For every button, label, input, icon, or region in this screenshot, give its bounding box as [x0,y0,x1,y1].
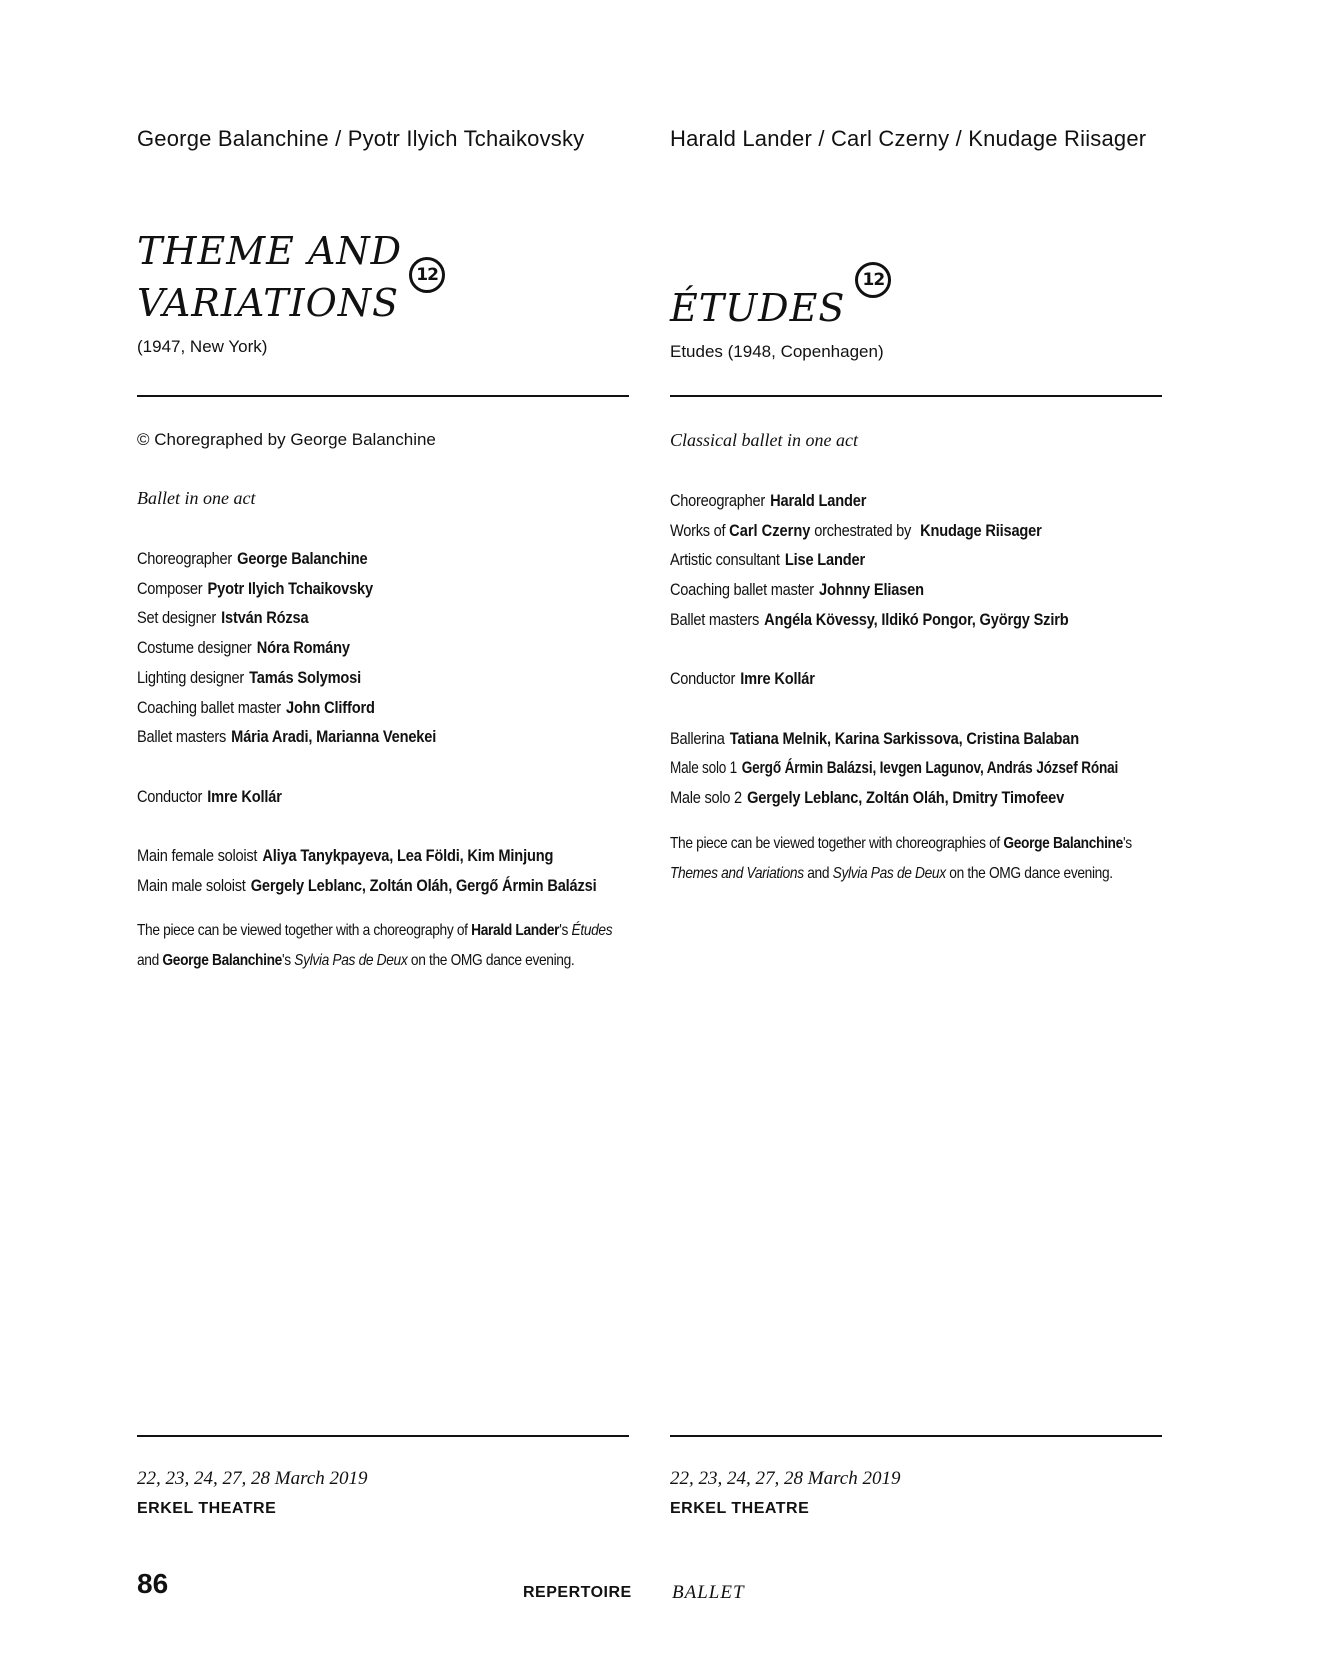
right-bottom-divider [670,1435,1162,1437]
cast-value: Gergely Leblanc, Zoltán Oláh, Dmitry Timofeev [747,788,1065,807]
credit-value: Nóra Romány [256,638,350,658]
credit-label: Artistic consultant [670,550,780,570]
left-dates: 22, 23, 24, 27, 28 March 2019 [137,1468,368,1489]
credit-label: Costume designer [137,638,252,658]
right-title-block [670,270,885,362]
cast-label: Male solo 1 [670,758,737,778]
credit-value: István Rózsa [221,608,309,628]
page-number: 86 [137,1568,169,1599]
credit-label: Ballet masters [670,609,760,629]
credit-value: Johnny Eliasen [819,580,924,600]
credit-value: Pyotr Ilyich Tchaikovsky [207,578,373,598]
cast-label: Male solo 2 [670,788,742,807]
credit-label: Coaching ballet master [137,697,281,717]
credit-value: Harald Lander [770,491,867,510]
right-genre: Classical ballet in one act [670,430,858,450]
works-orchestrator: Knudage Riisager [920,520,1042,540]
left-note: The piece can be viewed together with a choreography of Harald Lander's Études and George Balanchine's Sylvia Pas de Deux on the OMG dance evening. [137,922,613,970]
left-top-divider [137,395,629,397]
subsection-label: BALLET [672,1582,745,1603]
left-composers: George Balanchine / Pyotr Ilyich Tchaikovsky [137,126,585,151]
cast-label: Ballerina [670,728,725,748]
cast-value: Aliya Tanykpayeva, Lea Földi, Kim Minjung [262,846,554,865]
right-composers: Harald Lander / Carl Czerny / Knudage Riisager [670,126,1147,151]
right-column [670,0,1162,1680]
credit-label: Coaching ballet master [670,580,814,600]
credit-value: Lise Lander [784,550,866,570]
cast-label: Main female soloist [137,846,258,865]
conductor-label: Conductor [670,669,736,689]
left-credits [137,544,629,900]
credit-value: George Balanchine [237,549,368,568]
left-copyright: © Choregraphed by George Balanchine [137,430,436,449]
credit-label: Choreographer [137,549,232,568]
left-title-line2-wrap [137,265,438,329]
left-column [137,0,629,1680]
cast-value: Gergely Leblanc, Zoltán Oláh, Gergő Ármin Balázsi [250,875,597,895]
cast-value: Gergő Ármin Balázsi, Ievgen Lagunov, András József Rónai [741,758,1119,778]
works-label: Works of [670,520,730,540]
right-top-divider [670,395,1162,397]
credit-label: Choreographer [670,491,765,510]
cast-value: Tatiana Melnik, Karina Sarkissova, Cristina Balaban [729,728,1080,748]
conductor-value: Imre Kollár [740,669,815,689]
left-genre: Ballet in one act [137,488,256,508]
right-title-wrap [670,270,885,334]
credit-label: Lighting designer [137,667,244,687]
right-subtitle: Etudes (1948, Copenhagen) [670,342,884,361]
left-venue: ERKEL THEATRE [137,1500,277,1517]
right-title [670,270,885,334]
works-orchestrated-label: orchestrated by [810,520,915,540]
right-dates: 22, 23, 24, 27, 28 March 2019 [670,1468,901,1489]
right-body [670,428,1162,889]
right-credits [670,486,1162,813]
age-rating-badge-icon: 12 [855,262,891,298]
works-composer: Carl Czerny [729,520,811,540]
credit-value: Angéla Kövessy, Ildikó Pongor, György Szirb [764,609,1069,629]
age-rating-badge-icon: 12 [409,257,445,293]
credit-value: John Clifford [286,697,375,717]
credit-label: Composer [137,578,203,598]
conductor-value: Imre Kollár [207,786,282,806]
credit-label: Ballet masters [137,727,227,747]
credit-value: Tamás Solymosi [249,667,362,687]
credit-label: Set designer [137,608,216,628]
right-venue: ERKEL THEATRE [670,1500,810,1517]
right-title-text: ÉTUDES [670,286,846,330]
cast-label: Main male soloist [137,875,246,895]
left-body [137,428,629,976]
left-bottom-divider [137,1435,629,1437]
credit-value: Mária Aradi, Marianna Venekei [231,727,437,747]
left-title [137,225,438,329]
left-subtitle: (1947, New York) [137,337,268,356]
section-label: REPERTOIRE [523,1584,632,1601]
left-title-block [137,225,438,357]
left-title-line1: THEME AND [137,229,403,273]
left-title-line2: VARIATIONS [137,281,400,325]
conductor-label: Conductor [137,786,203,806]
right-note: The piece can be viewed together with choreographies of George Balanchine's Themes and Variations and Sylvia Pas de Deux on the OMG dance evening. [670,834,1132,882]
